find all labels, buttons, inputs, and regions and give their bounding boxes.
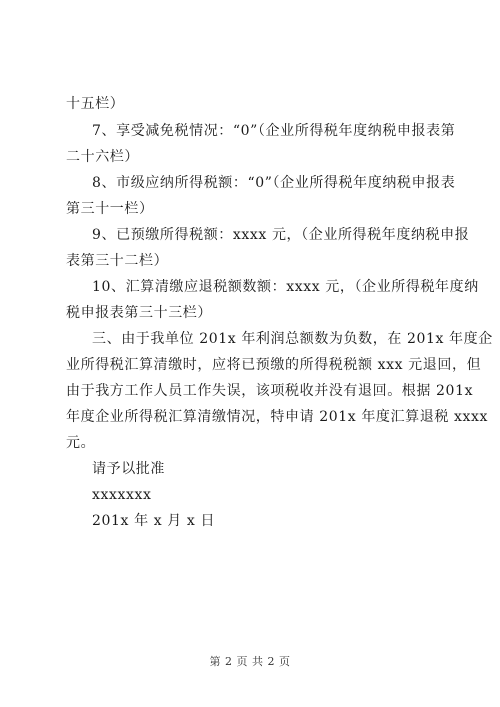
text-line: 元。 [66, 435, 96, 451]
text-line: 税申报表第三十三栏） [66, 305, 212, 321]
closing-request: 请予以批准 [92, 461, 165, 477]
text-line: 三、由于我单位 201x 年利润总额数为负数，在 201x 年度企 [92, 331, 493, 347]
text-line: 表第三十二栏） [66, 253, 169, 269]
text-line: 十五栏） [66, 96, 125, 112]
text-line: 7、享受减免税情况：“0”（企业所得税年度纳税申报表第 [92, 123, 456, 139]
text-line: 由于我方工作人员工作失误，该项税收并没有退回。根据 201x [66, 383, 474, 399]
text-line: 10、汇算清缴应退税额数额：xxxx 元，（企业所得税年度纳 [92, 279, 479, 295]
text-line: 8、市级应纳所得税额：“0”（企业所得税年度纳税申报表 [92, 175, 456, 191]
page-number: 第 2 页 共 2 页 [209, 655, 291, 668]
text-line: 年度企业所得税汇算清缴情况，特申请 201x 年度汇算退税 xxxx [66, 409, 488, 425]
text-line: 二十六栏） [66, 149, 139, 165]
text-line: 9、已预缴所得税额：xxxx 元，（企业所得税年度纳税申报 [92, 227, 470, 243]
date-line: 201x 年 x 月 x 日 [92, 513, 216, 529]
signature-placeholder: xxxxxxx [92, 487, 152, 503]
text-line: 第三十一栏） [66, 201, 154, 217]
text-line: 业所得税汇算清缴时，应将已预缴的所得税税额 xxx 元退回，但 [66, 357, 482, 373]
